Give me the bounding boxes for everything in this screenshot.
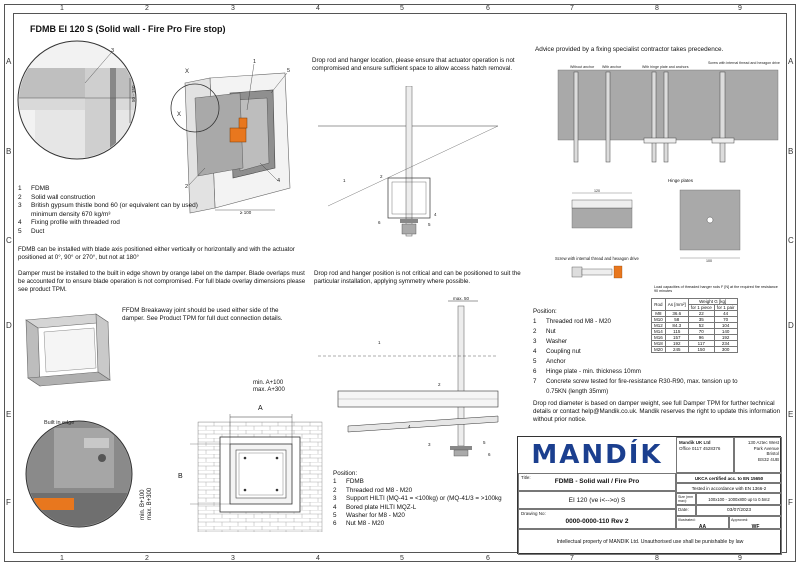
list-item: 3 Support HILTI (MQ-41 = <100kg) or (MQ-41/3 = >100kg [333,495,502,503]
grid-col-9-bottom: 9 [738,555,742,562]
address-cell: 130 Aztec West Park Avenue Bristol BS32 4UB [734,437,782,473]
grid-row-f: F [6,498,11,507]
component-item: 4 Fixing profile with threaded rod [18,219,120,226]
list-item: 0.75KN (length 35mm) [546,388,609,395]
grid-col-7: 7 [570,5,574,12]
support-callout-4: 4 [408,424,411,429]
component-item: 1 FDMB [18,185,50,192]
grid-row-b: B [6,147,12,156]
grid-col-4-bottom: 4 [316,555,320,562]
drawing-title: FDMB - Solid wall / Fire Pro [554,478,640,485]
support-callout-6: 6 [488,452,491,457]
grid-col-8-bottom: 8 [655,555,659,562]
list-item: 2 Nut [533,328,556,335]
table-row: M20 245 150 300 [652,347,738,353]
dimension-b [140,450,154,520]
callout-1: 1 [253,59,257,65]
list-item: 4 Bored plate HILTI MQZ-L [333,503,417,511]
dim-a: A [258,405,263,412]
component-item: 5 Duct [18,227,45,235]
grid-col-5: 5 [400,5,404,12]
hanger-callout-6: 6 [378,220,381,225]
company-cell: Mandik UK Ltd Office 0117 4528376 [676,437,734,473]
list-item: 7 Concrete screw tested for fire-resistance R30-R90, max. tension up to [533,378,738,385]
breakaway-note: FFDM Breakaway joint should be used either side of the damper. See Product TPM for full duct connection details. [122,307,283,322]
table-header: As [mm²] [665,299,688,311]
note-blade-axis: FDMB can be installed with blade axis positioned either vertically or horizontally and with the actuator positioned at 0°, 90° or 270°, but not at 180° [18,246,295,261]
grid-col-1-bottom: 1 [60,555,64,562]
callout-2: 2 [185,184,189,190]
list-item: 4 Coupling nut [533,348,581,355]
table-row: M10 58 35 70 [652,317,738,323]
grid-col-4: 4 [316,5,320,12]
load-table-caption: Load capacities of threaded hanger rods F [N] at the required fire resistance 90 minutes [654,285,778,294]
illustrated-cell: Illustrated: AA [676,516,729,529]
table-row: M14 115 70 140 [652,329,738,335]
built-in-edge-detail [24,418,134,530]
grid-row-b-right: B [788,147,794,156]
callout-5: 5 [287,68,291,74]
grid-row-f-right: F [788,498,793,507]
dim-min-a: min. A+100 [253,380,284,386]
support-callout-5: 5 [483,440,486,445]
grid-row-a-right: A [788,57,794,66]
dim-b: B [178,473,183,480]
component-item: 3 British gypsum thistle bond 60 (or equivalent can by used) [18,202,198,209]
grid-col-2-bottom: 2 [145,555,149,562]
table-header: for 1 pair [714,305,737,311]
actuator [230,128,246,142]
built-in-edge-label: Built in edge [44,420,75,426]
callout-x-detail: X [177,112,182,118]
copyright-footer: Intellectual property of MANDIK Ltd. Unauthorised use shall be punishable by law [518,529,782,555]
drop-rod-diameter-note: Drop rod diameter is based on damper weight, see full Damper TPM for further technical details or contact help@Mandik.co.uk. Mandik reserves the right to update this information without prior notice. [533,400,781,423]
grid-row-d: D [6,321,12,330]
anchor-label-screw: Screw with internal thread and hexagon drive [708,61,780,65]
grid-row-c-right: C [788,236,794,245]
list-item: 1 Threaded rod M8 - M20 [533,318,611,325]
breakaway-joint-image [18,302,118,392]
dimension-a [253,380,285,394]
cert-cell: UKCA certified acc. to EN 15650 [676,473,782,483]
drawing-number: 0000-0000-110 Rev 2 [565,518,629,525]
list-item: 3 Washer [533,338,568,345]
date-cell: 03/07/2023 [696,505,782,516]
dim-min-b: min. B+100 [140,489,146,520]
grid-row-c: C [6,236,12,245]
hinge-dim-100: 100 [706,259,712,263]
threaded-rod [406,86,412,236]
size-label-cell: Size (mm max): [676,493,696,505]
table-header: for 1 piece [688,305,714,311]
drawing-no-label-cell: Drawing No: [518,509,676,529]
grid-col-9: 9 [738,5,742,12]
dim-max-b: max. B+300 [147,487,153,520]
advice-note: Advice provided by a fixing specialist contractor takes precedence. [535,46,724,53]
drop-rod-note-1: Drop rod and hanger location, please ensure that actuator operation is not compromised and ensure sufficient space to allow access hatch removal. [312,57,515,72]
note-built-in-edge: Damper must be installed to the built in edge shown by orange label on the damper. Blade overlaps must be accounted for to ensure blade operation is not compromised. For full blade overlay dimensions please see product TPM. [18,270,306,293]
hanger-callout-4: 4 [434,212,437,217]
anchor-label-with: With anchor [602,65,622,69]
list-item: 5 Anchor [533,358,566,365]
hanger-callout-1: 1 [343,178,346,183]
center-position-list [333,470,513,529]
mandik-logo: MANDÍK [531,440,663,470]
center-position-title: Position: [333,470,358,477]
grid-row-e: E [6,410,12,419]
callout-100: ≥ 100 [240,210,252,215]
grid-col-3: 3 [231,5,235,12]
table-header: Weight G [kg] [688,299,737,305]
list-item: 2 Threaded rod M8 - M20 [333,486,413,494]
tested-cell: Tested in accordance with EN 1366-2 [676,483,782,493]
list-item: 5 Washer for M8 - M20 [333,512,405,520]
table-row: M16 157 96 192 [652,335,738,341]
hanger-callout-2: 2 [380,174,383,179]
grid-row-d-right: D [788,321,794,330]
callout-50-150: 50 - 150 [131,85,136,102]
support-callout-2: 2 [438,382,441,387]
table-row: M8 36.6 22 44 [652,311,738,317]
title-block [517,436,781,554]
component-item: 2 Solid wall construction [18,193,96,201]
component-item: minimum density 670 kg/m³ [31,210,111,218]
page-title: FDMB EI 120 S (Solid wall - Fire Pro Fire stop) [30,24,226,34]
list-item: 1 FDMB [333,478,364,486]
hinge-plates-title: Hinge plates [668,178,694,183]
grid-row-a: A [6,57,12,66]
load-capacity-table [651,298,738,353]
anchor-label-without: Without anchor [570,65,595,69]
callout-x-3d: X [185,69,190,75]
hanger-callout-5: 5 [428,222,431,227]
anchor-diagrams [552,60,784,175]
grid-col-6-bottom: 6 [486,555,490,562]
component-list [18,185,308,236]
class-cell: EI 120 (ve i<-->o) S [518,491,676,509]
list-item: 6 Hinge plate - min. thickness 10mm [533,368,641,375]
callout-4: 4 [277,178,281,184]
callout-3: 3 [111,48,115,54]
dim-max-50: max. 50 [453,296,470,301]
grid-col-5-bottom: 5 [400,555,404,562]
table-row: M18 192 117 234 [652,341,738,347]
drop-rod-hanger-view [318,86,518,246]
grid-row-e-right: E [788,410,794,419]
table-row: M12 84.3 52 104 [652,323,738,329]
support-callout-1: 1 [378,340,381,345]
dim-max-a: max. A+300 [253,387,285,393]
grid-col-2: 2 [145,5,149,12]
date-label-cell: Date: [676,505,696,516]
title-label-cell: Title: [518,473,676,491]
table-header: Rod [652,299,666,311]
approved-cell: Approved: WF [729,516,782,529]
right-position-title: Position: [533,308,557,315]
support-rod-section [318,296,518,466]
grid-col-6: 6 [486,5,490,12]
size-cell: 100x100 - 1000x800 up to 0.5m2 [696,493,782,505]
grid-col-8: 8 [655,5,659,12]
grid-col-3-bottom: 3 [231,555,235,562]
support-callout-3: 3 [428,442,431,447]
anchor-label-hinge: With hinge plate and anchors [642,65,689,69]
list-item: 6 Nut M8 - M20 [333,520,385,528]
drop-rod-note-2: Drop rod and hanger position is not critical and can be positioned to suit the particular installation, applying symmetry where possible. [314,270,521,285]
grid-col-7-bottom: 7 [570,555,574,562]
grid-col-1: 1 [60,5,64,12]
screw-label: Screw with internal thread and hexagon drive [555,256,639,261]
screw-drawing [570,262,630,282]
hinge-dim-120: 120 [594,189,600,193]
